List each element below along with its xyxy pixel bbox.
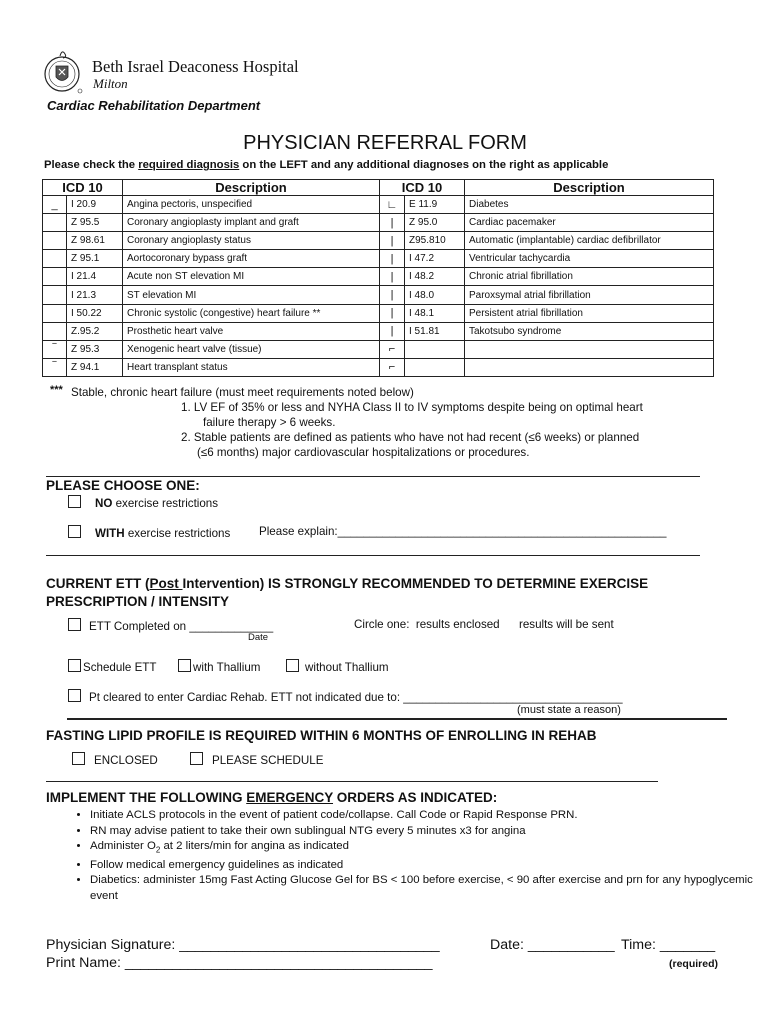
left-checkbox-cell[interactable]	[43, 322, 67, 340]
left-description: Prosthetic heart valve	[123, 322, 380, 340]
with-label: WITH	[95, 527, 125, 540]
ett-heading	[46, 576, 648, 591]
right-checkbox-cell[interactable]: |	[380, 250, 405, 268]
pt-cleared-label: Pt cleared to enter Cardiac Rehab. ETT not indicated due to: __________________________________	[89, 691, 623, 704]
note-item1-b: failure therapy > 6 weeks.	[203, 416, 336, 429]
left-icd-code: Z 94.1	[67, 358, 123, 376]
lipid-schedule-option[interactable]	[190, 752, 323, 767]
schedule-ett-checkbox[interactable]	[68, 659, 81, 672]
left-icd-header: ICD 10	[43, 180, 123, 196]
right-checkbox-cell[interactable]: ⌐	[380, 340, 405, 358]
right-checkbox-cell[interactable]: |	[380, 322, 405, 340]
ett-date-label: Date	[248, 632, 269, 643]
hospital-logo	[42, 46, 86, 96]
pt-cleared-checkbox[interactable]	[68, 689, 81, 702]
right-icd-code: I 48.2	[405, 268, 465, 286]
ett-heading-post: Post	[149, 576, 183, 591]
divider	[46, 555, 700, 556]
left-checkbox-cell[interactable]	[43, 268, 67, 286]
item3-suffix: at 2 liters/min for angina as indicated	[160, 840, 349, 852]
instructions-suffix: on the LEFT and any additional diagnoses on the right as applicable	[239, 159, 609, 171]
lipid-schedule-label: PLEASE SCHEDULE	[212, 754, 324, 767]
schedule-ett-label: Schedule ETT	[83, 661, 157, 674]
right-checkbox-cell[interactable]: |	[380, 286, 405, 304]
ett-heading-part2: Intervention) IS STRONGLY RECOMMENDED TO DETERMINE EXERCISE	[182, 576, 649, 591]
hospital-seal-icon	[42, 46, 86, 96]
emergency-heading-prefix: IMPLEMENT THE FOLLOWING	[46, 790, 247, 805]
left-checkbox-cell[interactable]: ‾	[43, 340, 67, 358]
right-description: Persistent atrial fibrillation	[465, 304, 714, 322]
physician-signature-field[interactable]: Physician Signature: _________________________________	[46, 937, 440, 953]
print-name-field[interactable]: Print Name: _______________________________________	[46, 955, 433, 971]
right-description: Chronic atrial fibrillation	[465, 268, 714, 286]
table-row	[43, 358, 714, 376]
list-item: • Follow medical emergency guidelines as indicated	[90, 858, 770, 874]
right-description: Cardiac pacemaker	[465, 214, 714, 232]
right-description: Ventricular tachycardia	[465, 250, 714, 268]
note-item2-b: (≤6 months) major cardiovascular hospitalizations or procedures.	[197, 446, 530, 459]
table-row	[43, 250, 714, 268]
list-item: • RN may advise patient to take their own sublingual NTG every 5 minutes x3 for angina	[90, 824, 770, 840]
table-row	[43, 340, 714, 358]
hospital-name: Beth Israel Deaconess Hospital	[92, 57, 299, 76]
instructions-prefix: Please check the	[44, 159, 139, 171]
ett-completed-label: ETT Completed on _____________	[89, 620, 274, 633]
department-name: Cardiac Rehabilitation Department	[47, 98, 261, 113]
ett-completed-option[interactable]	[68, 618, 273, 633]
emergency-heading-underlined: EMERGENCY	[246, 790, 334, 805]
instructions	[44, 159, 608, 171]
list-item: • Initiate ACLS protocols in the event of patient code/collapse. Call Code or Rapid Response PRN.	[90, 808, 770, 824]
results-circle-one[interactable]: Circle one: results enclosed results will be sent	[354, 618, 614, 631]
lipid-heading: FASTING LIPID PROFILE IS REQUIRED WITHIN 6 MONTHS OF ENROLLING IN REHAB	[46, 728, 597, 743]
thick-divider	[67, 718, 727, 720]
left-checkbox-cell[interactable]	[43, 286, 67, 304]
right-checkbox-cell[interactable]: |	[380, 214, 405, 232]
required-label: (required)	[669, 958, 719, 970]
with-restrictions-checkbox[interactable]	[68, 525, 81, 538]
table-row	[43, 268, 714, 286]
emergency-heading	[46, 790, 497, 805]
right-icd-code: E 11.9	[405, 196, 465, 214]
left-description-header: Description	[123, 180, 380, 196]
left-description: Aortocoronary bypass graft	[123, 250, 380, 268]
right-description	[465, 340, 714, 358]
right-icd-code: I 48.0	[405, 286, 465, 304]
right-checkbox-cell[interactable]: |	[380, 232, 405, 250]
divider	[46, 476, 700, 477]
without-thallium-label: without Thallium	[305, 661, 389, 674]
left-description: Chronic systolic (congestive) heart failure **	[123, 304, 380, 322]
left-description: Coronary angioplasty status	[123, 232, 380, 250]
left-icd-code: Z 95.5	[67, 214, 123, 232]
right-checkbox-cell[interactable]: |	[380, 304, 405, 322]
ett-heading-part1: CURRENT ETT (	[46, 576, 150, 591]
right-description: Automatic (implantable) cardiac defibrillator	[465, 232, 714, 250]
note-item2-a: 2. Stable patients are defined as patients who have not had recent (≤6 weeks) or planned	[181, 431, 640, 444]
without-thallium-option[interactable]	[286, 659, 389, 674]
diagnosis-table	[42, 179, 714, 377]
item3-subscript: 2	[155, 845, 161, 855]
lipid-enclosed-checkbox[interactable]	[72, 752, 85, 765]
right-checkbox-cell[interactable]: ∟	[380, 196, 405, 214]
right-description-header: Description	[465, 180, 714, 196]
right-icd-code	[405, 340, 465, 358]
right-icd-code: Z95.810	[405, 232, 465, 250]
hospital-location: Milton	[93, 76, 128, 91]
left-description: Acute non ST elevation MI	[123, 268, 380, 286]
choose-heading: PLEASE CHOOSE ONE:	[46, 478, 200, 493]
right-description: Diabetes	[465, 196, 714, 214]
with-thallium-option[interactable]	[178, 659, 260, 674]
right-icd-header: ICD 10	[380, 180, 465, 196]
right-icd-code: I 48.1	[405, 304, 465, 322]
right-description	[465, 358, 714, 376]
left-checkbox-cell[interactable]: _	[43, 196, 67, 214]
right-checkbox-cell[interactable]: ⌐	[380, 358, 405, 376]
left-description: Coronary angioplasty implant and graft	[123, 214, 380, 232]
left-checkbox-cell[interactable]	[43, 232, 67, 250]
lipid-schedule-checkbox[interactable]	[190, 752, 203, 765]
left-icd-code: I 21.3	[67, 286, 123, 304]
instructions-underlined: required diagnosis	[138, 159, 240, 171]
no-restrictions-label: exercise restrictions	[112, 497, 219, 510]
right-icd-code: I 51.81	[405, 322, 465, 340]
table-row	[43, 196, 714, 214]
table-row	[43, 304, 714, 322]
emergency-heading-suffix: ORDERS AS INDICATED:	[333, 790, 498, 805]
left-checkbox-cell[interactable]	[43, 250, 67, 268]
with-restrictions-label: exercise restrictions	[124, 527, 231, 540]
left-icd-code: Z.95.2	[67, 322, 123, 340]
left-checkbox-cell[interactable]: ‾	[43, 358, 67, 376]
date-field[interactable]: Date: ___________	[490, 937, 615, 953]
schedule-ett-option[interactable]	[68, 659, 156, 674]
ett-completed-checkbox[interactable]	[68, 618, 81, 631]
explain-field[interactable]: Please explain:___________________________________________________	[259, 525, 667, 538]
with-restrictions-option[interactable]	[68, 525, 230, 540]
lipid-enclosed-option[interactable]	[72, 752, 158, 767]
emergency-orders-list	[48, 808, 770, 904]
with-thallium-checkbox[interactable]	[178, 659, 191, 672]
no-restrictions-checkbox[interactable]	[68, 495, 81, 508]
table-row	[43, 232, 714, 250]
reason-label: (must state a reason)	[517, 704, 621, 716]
left-description: Angina pectoris, unspecified	[123, 196, 380, 214]
left-icd-code: Z 95.3	[67, 340, 123, 358]
right-icd-code: Z 95.0	[405, 214, 465, 232]
page-title: PHYSICIAN REFERRAL FORM	[243, 132, 527, 154]
right-description: Takotsubo syndrome	[465, 322, 714, 340]
left-icd-code: I 20.9	[67, 196, 123, 214]
left-description: Xenogenic heart valve (tissue)	[123, 340, 380, 358]
without-thallium-checkbox[interactable]	[286, 659, 299, 672]
left-description: Heart transplant status	[123, 358, 380, 376]
pt-cleared-option[interactable]	[68, 689, 623, 704]
left-icd-code: Z 98.61	[67, 232, 123, 250]
right-icd-code: I 47.2	[405, 250, 465, 268]
left-icd-code: Z 95.1	[67, 250, 123, 268]
list-item	[90, 839, 770, 858]
item3-prefix: Administer O	[90, 840, 156, 852]
left-checkbox-cell[interactable]	[43, 214, 67, 232]
notes-stars: ***	[50, 384, 63, 396]
note-item1-a: 1. LV EF of 35% or less and NYHA Class II to IV symptoms despite being on optimal heart	[181, 401, 643, 414]
left-description: ST elevation MI	[123, 286, 380, 304]
ett-heading-line2: PRESCRIPTION / INTENSITY	[46, 594, 230, 609]
with-thallium-label: with Thallium	[193, 661, 261, 674]
time-field[interactable]: Time: _______	[621, 937, 716, 953]
left-checkbox-cell[interactable]	[43, 304, 67, 322]
table-row	[43, 286, 714, 304]
list-item: • Diabetics: administer 15mg Fast Acting Glucose Gel for BS < 100 before exercise, < 90 after exercise and prn for any hypoglycemic event	[90, 873, 770, 904]
table-row	[43, 322, 714, 340]
note-heart-failure: Stable, chronic heart failure (must meet requirements noted below)	[71, 386, 414, 399]
right-checkbox-cell[interactable]: |	[380, 268, 405, 286]
left-icd-code: I 21.4	[67, 268, 123, 286]
divider	[46, 781, 658, 782]
lipid-enclosed-label: ENCLOSED	[94, 754, 158, 767]
right-description: Paroxsymal atrial fibrillation	[465, 286, 714, 304]
right-icd-code	[405, 358, 465, 376]
no-restrictions-option[interactable]	[68, 495, 218, 510]
no-label: NO	[95, 497, 113, 510]
left-icd-code: I 50.22	[67, 304, 123, 322]
table-header-row	[43, 180, 714, 196]
table-row	[43, 214, 714, 232]
